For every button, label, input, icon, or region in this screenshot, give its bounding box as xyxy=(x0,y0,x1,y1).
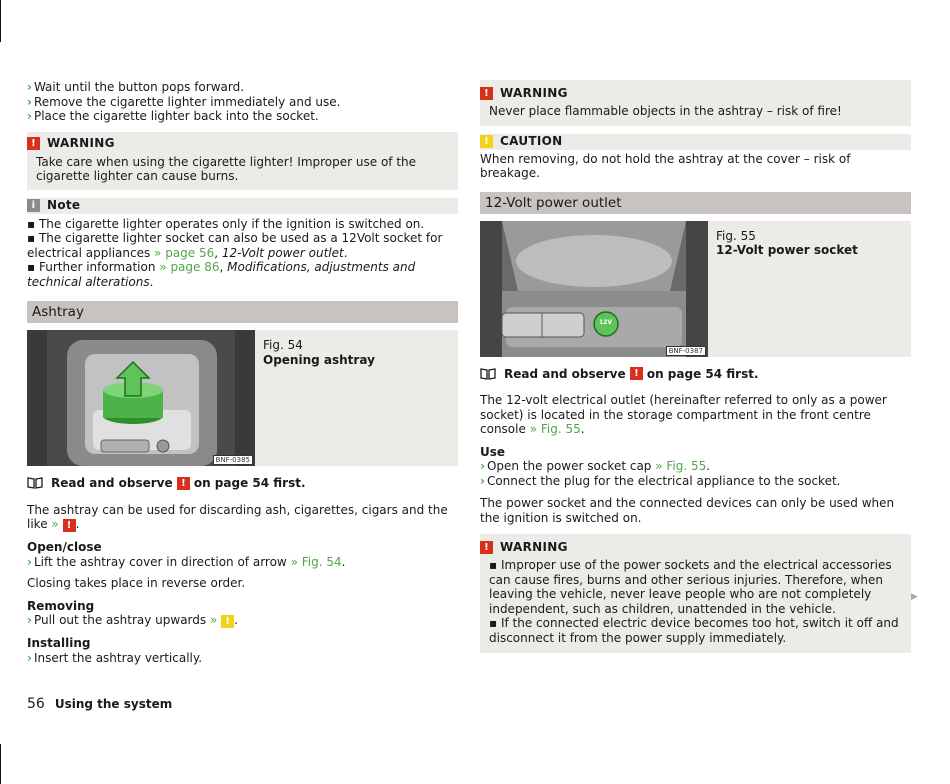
step-item xyxy=(27,651,458,666)
figure-link[interactable]: » Fig. 54 xyxy=(290,554,342,569)
intro-text: The 12-volt electrical outlet (hereinafter referred to only as a power socket) is located in the storage compartment in the front centre console xyxy=(480,393,887,436)
warning-item xyxy=(480,616,903,645)
step-item xyxy=(480,474,911,489)
step-text: Place the cigarette lighter back into the socket. xyxy=(33,109,319,123)
note-item: ▪ The cigarette lighter socket can also be used as a 12Volt socket for electrical appliances » page 56, 12-Volt power outlet. xyxy=(27,231,443,260)
warning-icon: ! xyxy=(27,137,40,150)
caution-icon: ! xyxy=(221,615,234,628)
left-column xyxy=(27,80,458,665)
note-title: Note xyxy=(47,198,81,213)
read-observe xyxy=(27,476,458,491)
heading-open-close: Open/close xyxy=(27,540,102,554)
warning-title: WARNING xyxy=(47,136,115,151)
socket-illustration xyxy=(480,221,708,357)
step-item: › Pull out the ashtray upwards » ! . xyxy=(27,613,238,627)
warning-icon: ! xyxy=(63,519,76,532)
socket-label: 12V xyxy=(599,318,612,326)
warning-title: WARNING xyxy=(500,539,568,554)
note-ref: Modifications, adjustments and technical alterations xyxy=(27,260,416,289)
step-text: Pull out the ashtray upwards xyxy=(33,613,207,627)
bullet-icon: ▪ xyxy=(489,558,498,572)
outlet-intro: The 12-volt electrical outlet (hereinafter referred to only as a power socket) is located in the storage compartment in the front centre console » Fig. 55. xyxy=(480,393,887,436)
bullet-icon: ▪ xyxy=(27,260,36,274)
warning-text: Never place flammable objects in the ashtray – risk of fire! xyxy=(489,104,842,118)
heading-use: Use xyxy=(480,444,506,459)
figure-caption xyxy=(255,330,458,466)
figure-link[interactable]: » Fig. 55 xyxy=(529,422,581,436)
arrow-icon: › xyxy=(480,473,485,488)
figure-link[interactable]: » Fig. 55 xyxy=(655,459,707,473)
warning-header xyxy=(27,136,450,152)
read-observe xyxy=(480,367,911,382)
caution-header xyxy=(480,134,911,150)
ashtray-illustration xyxy=(27,330,255,466)
warning-box-socket xyxy=(480,534,911,653)
note-box xyxy=(27,198,458,290)
figure-code: BNF-0387 xyxy=(666,346,706,356)
read-text: on page 54 first. xyxy=(646,366,759,381)
continue-arrow-icon: ▶ xyxy=(911,592,918,602)
warning-text: Take care when using the cigarette lighter! Improper use of the cigarette lighter can cause burns. xyxy=(36,154,417,183)
section-title-power-outlet: 12-Volt power outlet xyxy=(480,192,911,214)
figure-label: Fig. 55 xyxy=(716,228,756,243)
figure-54 xyxy=(27,330,458,466)
crop-mark-bottom xyxy=(0,744,1,784)
warning-text: Improper use of the power sockets and the electrical accessories can cause fires, burns and other serious injuries. Therefore, when leaving the vehicle, never leave people who are not completely independent, such as children, unattended in the vehicle. xyxy=(489,558,892,616)
page-number: 56 xyxy=(27,696,45,712)
step-text: Open the power socket cap xyxy=(486,459,652,473)
step-item xyxy=(27,109,458,124)
figure-title: Opening ashtray xyxy=(263,352,375,367)
arrow-icon: › xyxy=(27,94,32,109)
step-item: › Lift the ashtray cover in direction of arrow » Fig. 54. xyxy=(27,554,346,569)
arrow-icon: › xyxy=(27,80,32,94)
book-icon xyxy=(27,477,43,489)
bullet-icon: ▪ xyxy=(27,216,36,231)
warning-icon: ! xyxy=(630,367,643,380)
read-text: on page 54 first. xyxy=(193,476,306,490)
page-link[interactable]: » page 86 xyxy=(159,260,220,274)
caution-title: CAUTION xyxy=(500,134,563,149)
step-text: Connect the plug for the electrical appliance to the socket. xyxy=(486,473,841,488)
arrow-icon: › xyxy=(27,554,32,569)
warning-icon: ! xyxy=(480,87,493,100)
caution-text: When removing, do not hold the ashtray at the cover – risk of breakage. xyxy=(480,151,851,180)
chapter-title: Using the system xyxy=(54,697,173,711)
figure-55 xyxy=(480,221,911,357)
note-item: ▪ Further information » page 86, Modifications, adjustments and technical alterations. xyxy=(27,260,416,289)
caution-link[interactable]: » xyxy=(209,613,218,627)
figure-label: Fig. 54 xyxy=(263,338,303,352)
warning-icon: ! xyxy=(480,541,493,554)
step-item xyxy=(27,95,458,110)
heading-removing: Removing xyxy=(27,598,95,613)
step-text: Wait until the button pops forward. xyxy=(33,80,245,94)
warning-icon: ! xyxy=(177,477,190,490)
page-link[interactable]: » page 56 xyxy=(154,245,215,260)
note-text: Further information xyxy=(38,260,156,274)
ashtray-intro: The ashtray can be used for discarding ash, cigarettes, cigars and the like » ! . xyxy=(27,502,448,531)
intro-text: The ashtray can be used for discarding ash, cigarettes, cigars and the like xyxy=(27,502,448,531)
arrow-icon: › xyxy=(27,109,32,123)
step-text: Lift the ashtray cover in direction of arrow xyxy=(33,554,287,569)
note-icon: i xyxy=(27,199,40,212)
warning-box-ashtray xyxy=(480,80,911,126)
note-text: The cigarette lighter operates only if the ignition is switched on. xyxy=(38,216,425,231)
note-header xyxy=(27,198,458,214)
warning-header xyxy=(480,539,903,555)
step-text: Insert the ashtray vertically. xyxy=(33,650,203,665)
note-item xyxy=(27,217,458,232)
warning-link[interactable]: » xyxy=(51,517,59,531)
caution-icon: ! xyxy=(480,135,493,148)
step-text: Remove the cigarette lighter immediately and use. xyxy=(33,94,341,109)
book-icon xyxy=(480,368,496,380)
warning-header xyxy=(480,85,903,101)
ashtray-figure-image xyxy=(27,330,255,466)
step-item xyxy=(27,80,458,95)
figure-code: BNF-0385 xyxy=(213,455,253,465)
note-ref: 12-Volt power outlet xyxy=(221,245,344,260)
socket-figure-image xyxy=(480,221,708,357)
arrow-icon: › xyxy=(27,650,32,665)
warning-title: WARNING xyxy=(500,85,568,100)
arrow-icon: › xyxy=(480,459,485,473)
warning-box-lighter xyxy=(27,132,458,190)
step-item: › Open the power socket cap » Fig. 55. xyxy=(480,459,711,473)
warning-item xyxy=(480,558,903,616)
ignition-text: The power socket and the connected devices can only be used when the ignition is switched on. xyxy=(480,496,895,525)
closing-text: Closing takes place in reverse order. xyxy=(27,576,246,590)
heading-installing: Installing xyxy=(27,636,91,650)
read-text: Read and observe xyxy=(504,366,626,381)
figure-title: 12-Volt power socket xyxy=(716,243,858,257)
read-text: Read and observe xyxy=(51,476,173,490)
caution-box xyxy=(480,134,911,181)
page-footer xyxy=(27,697,172,712)
arrow-icon: › xyxy=(27,613,32,627)
section-title-ashtray: Ashtray xyxy=(27,301,458,323)
right-column xyxy=(480,80,911,653)
warning-text: If the connected electric device becomes too hot, switch it off and disconnect it from the power supply immediately. xyxy=(489,616,899,645)
bullet-icon: ▪ xyxy=(27,231,36,245)
figure-caption xyxy=(708,221,911,357)
crop-mark-top xyxy=(0,0,1,42)
note-text: The cigarette lighter socket can also be used as a 12Volt socket for electrical appliances xyxy=(27,231,443,260)
bullet-icon: ▪ xyxy=(489,616,498,630)
